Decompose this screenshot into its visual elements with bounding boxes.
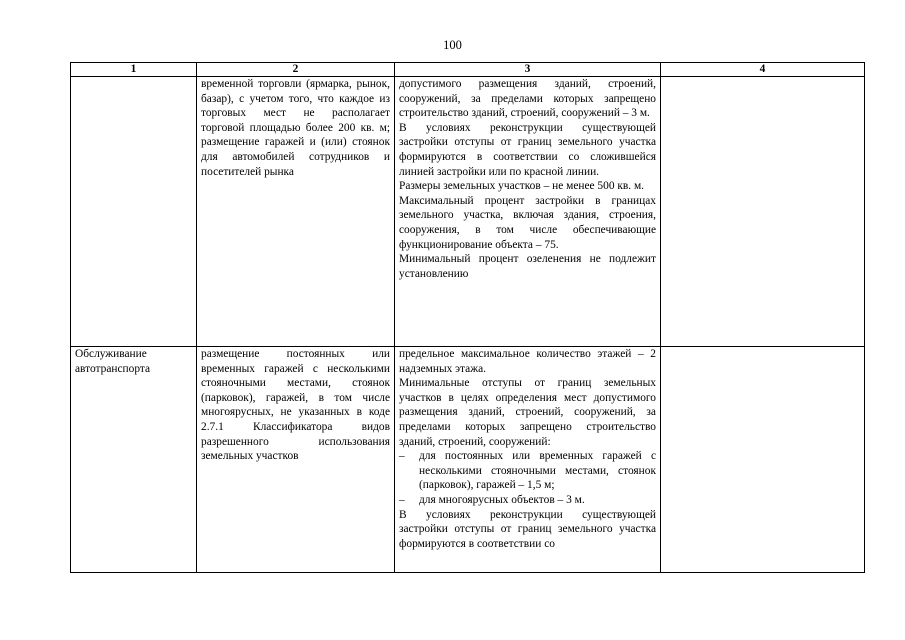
dash-bullet: – (399, 450, 405, 463)
row1-col3-para-4: Максимальный процент застройки в границах земельного участка, включая здания, строения, сооружения, в том числе обеспечивающие функционирование объекта – 75. (399, 194, 656, 251)
header-cell-4: 4 (661, 63, 865, 77)
header-cell-1: 1 (71, 63, 197, 77)
row2-col2 (197, 347, 395, 573)
row1-col2-text: временной торговли (ярмарка, рынок, базар), с учетом того, что каждое из торговых мест не располагает торговой площадью более 200 кв. м; размещение гаражей и (или) стоянок для автомобилей сотрудников и посетителей рынка (201, 78, 390, 178)
row2-col3-intro-1: предельное максимальное количество этажей – 2 надземных этажа. (399, 348, 656, 375)
dash-bullet: – (399, 493, 405, 506)
row1-col3-para-1: допустимого размещения зданий, строений, сооружений, за пределами которых запрещено строительство зданий, строений, сооружений – 3 м. (399, 78, 656, 120)
row2-col3-intro-2: Минимальные отступы от границ земельных участков в целях определения мест допустимого размещения зданий, строений, сооружений, за пределами которых запрещено строительство зданий, строений, сооружений: (399, 377, 656, 448)
row1-col3 (395, 77, 661, 347)
table-header-row (71, 63, 865, 77)
row1-col2 (197, 77, 395, 347)
row2-col3-outro: В условиях реконструкции существующей застройки отступы от границ земельного участка формируются в соответствии со (399, 508, 656, 550)
table-row (71, 77, 865, 347)
row1-col1 (71, 77, 197, 347)
row2-category-name: Обслуживание автотранспорта (75, 348, 151, 375)
row1-col3-para-2: В условиях реконструкции существующей застройки отступы от границ земельного участка формируются в соответствии со сложившейся линией застройки или по красной линии. (399, 121, 656, 178)
table-row (71, 347, 865, 573)
list-item-text: для постоянных или временных гаражей с несколькими стояночными местами, стоянок (парковок), гаражей – 1,5 м; (419, 450, 656, 492)
row1-col3-para-3: Размеры земельных участков – не менее 500 кв. м. (399, 180, 645, 193)
row2-col3 (395, 347, 661, 573)
row2-col1 (71, 347, 197, 573)
regulations-table (70, 62, 865, 573)
page-number: 100 (443, 38, 462, 52)
list-item-text: для многоярусных объектов – 3 м. (419, 493, 585, 506)
header-cell-3: 3 (395, 63, 661, 77)
row1-col3-para-5: Минимальный процент озеленения не подлежит установлению (399, 253, 656, 280)
header-cell-2: 2 (197, 63, 395, 77)
row2-col2-text: размещение постоянных или временных гаражей с несколькими стояночными местами, стоянок (парковок), гаражей, в том числе многоярусных, не указанных в коде 2.7.1 Классификатора видов разрешенного использования земельных участков (201, 348, 390, 463)
row1-col4 (661, 77, 865, 347)
list-item (399, 449, 656, 493)
row2-col4 (661, 347, 865, 573)
list-item (399, 493, 656, 508)
